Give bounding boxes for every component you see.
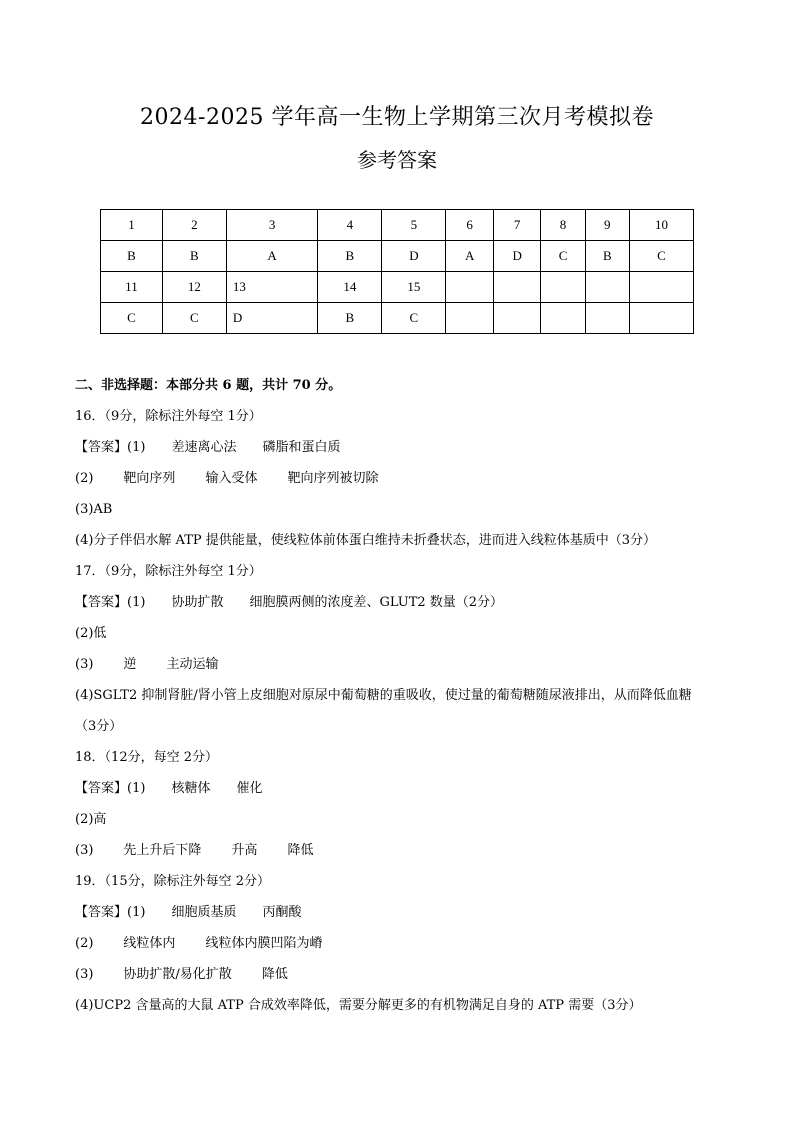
table-cell: C bbox=[541, 241, 585, 272]
table-cell bbox=[629, 303, 693, 334]
answer-line: (3)AB bbox=[75, 502, 113, 517]
table-cell: 11 bbox=[101, 272, 163, 303]
table-cell: 6 bbox=[446, 210, 494, 241]
answer-text: 细胞质基质 bbox=[171, 905, 237, 920]
answer-text: 线粒体内 bbox=[123, 936, 176, 951]
answer-table bbox=[100, 209, 694, 334]
table-cell: 9 bbox=[585, 210, 629, 241]
sub-number: (1) bbox=[127, 905, 146, 920]
table-cell bbox=[629, 272, 693, 303]
table-cell: B bbox=[585, 241, 629, 272]
question-title: 17．（9分，除标注外每空 1分） bbox=[75, 564, 262, 579]
question-title: 18．（12分，每空 2分） bbox=[75, 750, 218, 765]
answer-text: 核糖体 bbox=[171, 781, 211, 796]
table-cell: C bbox=[382, 303, 446, 334]
sub-number: (2) bbox=[75, 936, 94, 951]
answer-text: 细胞膜两侧的浓度差、GLUT2 数量（2分） bbox=[249, 595, 504, 610]
table-cell: 12 bbox=[162, 272, 226, 303]
answer-line: (4)分子伴侣水解 ATP 提供能量，使线粒体前体蛋白维持未折叠状态，进而进入线粒体基质中（3分） bbox=[75, 533, 657, 548]
answer-text: 靶向序列 bbox=[123, 471, 176, 486]
sub-number: (1) bbox=[127, 440, 146, 455]
table-cell: C bbox=[629, 241, 693, 272]
answer-content bbox=[75, 370, 735, 1021]
answer-text: 主动运输 bbox=[166, 657, 219, 672]
table-cell: B bbox=[162, 241, 226, 272]
page-subtitle: 参考答案 bbox=[357, 148, 437, 172]
answer-tag: 【答案】 bbox=[75, 781, 128, 796]
table-cell: 7 bbox=[493, 210, 541, 241]
sub-number: (1) bbox=[127, 781, 146, 796]
answer-text: 协助扩散 bbox=[171, 595, 224, 610]
sub-number: (3) bbox=[75, 843, 94, 858]
table-cell: 8 bbox=[541, 210, 585, 241]
sub-number: (1) bbox=[127, 595, 146, 610]
table-row bbox=[101, 272, 694, 303]
table-cell: 2 bbox=[162, 210, 226, 241]
table-cell bbox=[585, 303, 629, 334]
answer-line bbox=[75, 773, 735, 804]
answer-text: 降低 bbox=[261, 967, 288, 982]
table-cell bbox=[585, 272, 629, 303]
answer-text: 差速离心法 bbox=[171, 440, 237, 455]
answer-line: (2)低 bbox=[75, 626, 107, 641]
answer-text: 丙酮酸 bbox=[262, 905, 302, 920]
answer-text: 协助扩散/易化扩散 bbox=[123, 967, 232, 982]
question-title: 19．（15分，除标注外每空 2分） bbox=[75, 874, 270, 889]
answer-text: 逆 bbox=[123, 657, 137, 672]
table-cell: B bbox=[318, 241, 382, 272]
table-row bbox=[101, 241, 694, 272]
table-cell: D bbox=[493, 241, 541, 272]
answer-line bbox=[75, 959, 735, 990]
table-cell bbox=[493, 272, 541, 303]
answer-line bbox=[75, 432, 735, 463]
answer-line: (4)SGLT2 抑制肾脏/肾小管上皮细胞对原尿中葡萄糖的重吸收，使过量的葡萄糖随尿液排出，从而降低血糖 bbox=[75, 688, 692, 703]
answer-line bbox=[75, 928, 735, 959]
answer-line bbox=[75, 835, 735, 866]
sub-number: (3) bbox=[75, 967, 94, 982]
table-cell: 3 bbox=[226, 210, 317, 241]
table-cell bbox=[493, 303, 541, 334]
table-cell: B bbox=[101, 241, 163, 272]
table-cell: 14 bbox=[318, 272, 382, 303]
answer-line: (2)高 bbox=[75, 812, 107, 827]
answer-text: 催化 bbox=[236, 781, 263, 796]
answer-text: 先上升后下降 bbox=[123, 843, 202, 858]
table-cell: 13 bbox=[226, 272, 317, 303]
answer-text: 靶向序列被切除 bbox=[287, 471, 379, 486]
table-cell: A bbox=[226, 241, 317, 272]
answer-line: (4)UCP2 含量高的大鼠 ATP 合成效率降低，需要分解更多的有机物满足自身的 ATP 需要（3分） bbox=[75, 998, 642, 1013]
table-cell bbox=[446, 272, 494, 303]
answer-tag: 【答案】 bbox=[75, 595, 128, 610]
table-cell bbox=[541, 272, 585, 303]
sub-number: (3) bbox=[75, 657, 94, 672]
table-cell bbox=[541, 303, 585, 334]
answer-line: （3分） bbox=[75, 719, 123, 734]
answer-text: 升高 bbox=[231, 843, 258, 858]
table-cell bbox=[446, 303, 494, 334]
table-cell: D bbox=[226, 303, 317, 334]
table-cell: 15 bbox=[382, 272, 446, 303]
page-title: 2024-2025 学年高一生物上学期第三次月考模拟卷 bbox=[140, 105, 654, 130]
table-cell: 10 bbox=[629, 210, 693, 241]
table-row bbox=[101, 303, 694, 334]
table-row bbox=[101, 210, 694, 241]
answer-tag: 【答案】 bbox=[75, 905, 128, 920]
answer-tag: 【答案】 bbox=[75, 440, 128, 455]
section-heading: 二、非选择题：本部分共 6 题，共计 70 分。 bbox=[75, 378, 342, 393]
table-cell: C bbox=[101, 303, 163, 334]
answer-line bbox=[75, 649, 735, 680]
question-title: 16．（9分，除标注外每空 1分） bbox=[75, 409, 262, 424]
answer-text: 线粒体内膜凹陷为嵴 bbox=[205, 936, 323, 951]
table-cell: 4 bbox=[318, 210, 382, 241]
table-cell: A bbox=[446, 241, 494, 272]
table-cell: B bbox=[318, 303, 382, 334]
sub-number: (2) bbox=[75, 471, 94, 486]
table-cell: C bbox=[162, 303, 226, 334]
answer-line bbox=[75, 463, 735, 494]
table-cell: 5 bbox=[382, 210, 446, 241]
answer-text: 输入受体 bbox=[205, 471, 258, 486]
table-cell: D bbox=[382, 241, 446, 272]
answer-line bbox=[75, 587, 735, 618]
answer-line bbox=[75, 897, 735, 928]
answer-text: 降低 bbox=[287, 843, 314, 858]
table-cell: 1 bbox=[101, 210, 163, 241]
answer-text: 磷脂和蛋白质 bbox=[262, 440, 341, 455]
